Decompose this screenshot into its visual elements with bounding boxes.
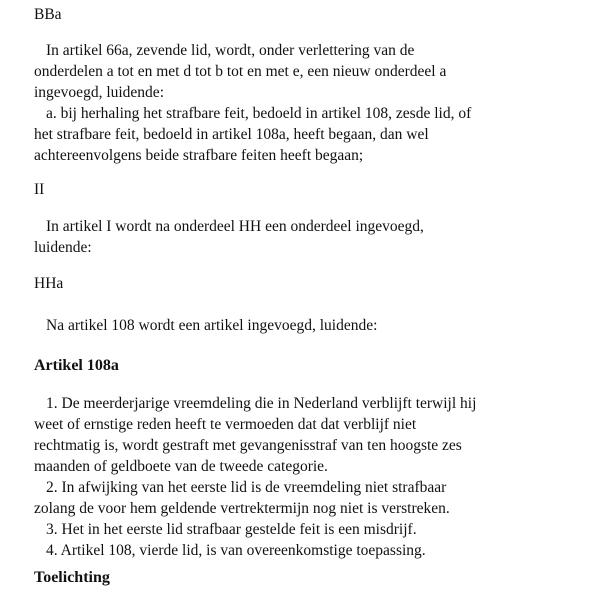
item-a-line-2: het strafbare feit, bedoeld in artikel 108a, heeft begaan, dan wel	[34, 126, 429, 143]
article-item-1-line-1: 1. De meerderjarige vreemdeling die in Nederland verblijft terwijl hij	[46, 395, 477, 412]
article-item-4: 4. Artikel 108, vierde lid, is van overeenkomstige toepassing.	[46, 542, 426, 559]
article-item-1-line-4: maanden of geldboete van de tweede categorie.	[34, 458, 328, 475]
paragraph-66a-line-1: In artikel 66a, zevende lid, wordt, onder verlettering van de	[46, 42, 415, 59]
paragraph-66a-line-3: ingevoegd, luidende:	[34, 84, 164, 101]
item-a-line-3: achtereenvolgens beide strafbare feiten heeft begaan;	[34, 147, 364, 164]
item-a-line-1: a. bij herhaling het strafbare feit, bedoeld in artikel 108, zesde lid, of	[46, 105, 472, 122]
paragraph-artikel-i-line-2: luidende:	[34, 239, 92, 256]
section-heading-toelichting: Toelichting	[34, 569, 110, 586]
article-item-2-line-2: zolang de voor hem geldende vertrektermijn nog niet is verstreken.	[34, 500, 450, 517]
paragraph-66a-line-2: onderdelen a tot en met d tot b tot en met e, een nieuw onderdeel a	[34, 63, 447, 80]
paragraph-108: Na artikel 108 wordt een artikel ingevoegd, luidende:	[46, 317, 378, 334]
article-item-3: 3. Het in het eerste lid strafbaar gestelde feit is een misdrijf.	[46, 521, 417, 538]
section-heading-hha: HHa	[34, 275, 64, 292]
paragraph-artikel-i-line-1: In artikel I wordt na onderdeel HH een onderdeel ingevoegd,	[46, 218, 424, 235]
article-heading-108a: Artikel 108a	[34, 357, 119, 374]
article-item-1-line-3: rechtmatig is, wordt gestraft met gevangenisstraf van ten hoogste zes	[34, 437, 462, 454]
section-heading-ii: II	[34, 181, 45, 198]
article-item-2-line-1: 2. In afwijking van het eerste lid is de vreemdeling niet strafbaar	[46, 479, 447, 496]
article-item-1-line-2: weet of ernstige reden heeft te vermoeden dat dat verblijf niet	[34, 416, 417, 433]
section-heading-bba: BBa	[34, 6, 62, 23]
